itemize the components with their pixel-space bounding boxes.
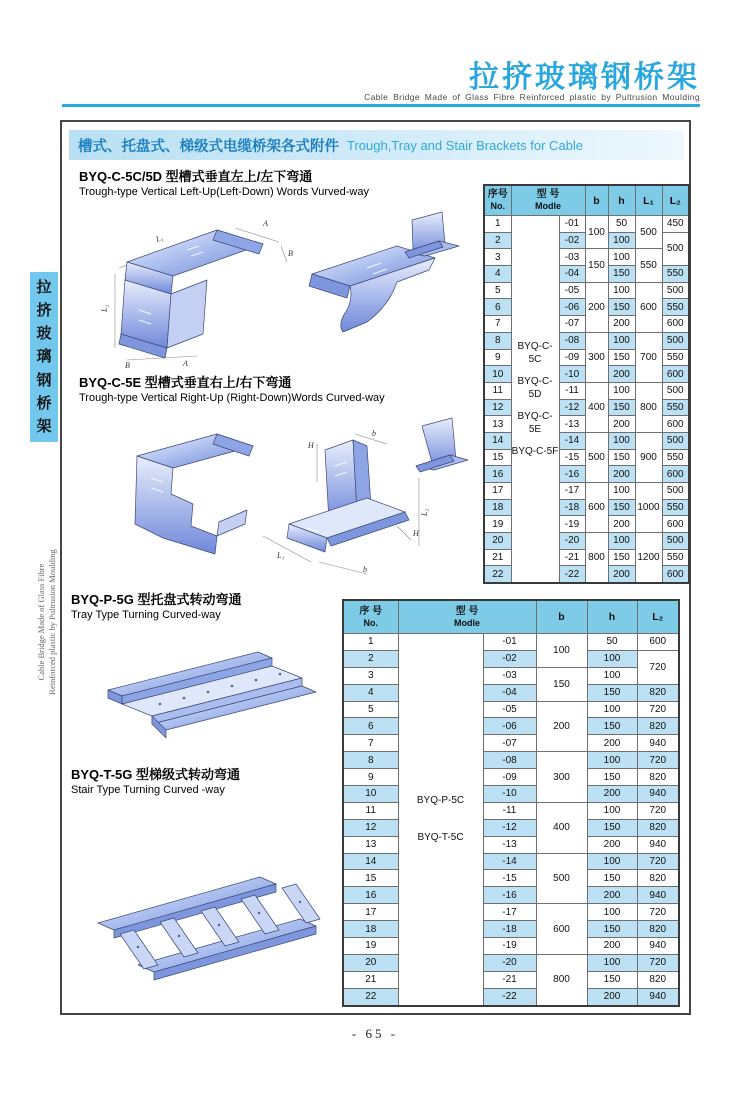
table-cell: -08 [483,752,536,769]
table-cell: 500 [635,216,662,249]
table-cell: -01 [483,634,536,651]
sidebar-title-char: 架 [36,417,52,435]
table-cell: -17 [559,483,585,500]
table-cell: 20 [484,533,511,550]
table-cell: 550 [662,449,689,466]
spec-table-turning-bends [342,599,680,1007]
table-cell: 800 [635,382,662,432]
table-cell: 400 [585,382,608,432]
table-cell: -21 [483,971,536,988]
table-cell: 100 [587,650,637,667]
brand-title: 拉挤玻璃钢桥架 [469,61,700,94]
table-row [343,954,679,971]
header-rule [62,104,700,107]
sidebar-subtitle-line1: Cable Bridge Made of Glass Fibre [36,563,46,681]
table-cell: 940 [637,786,679,803]
table-cell: 8 [343,752,398,769]
table-cell: -10 [559,366,585,383]
table-cell: 100 [585,216,608,249]
table-cell: -14 [559,432,585,449]
table-cell: -04 [559,266,585,283]
model-name: BYQ-C-5F [511,446,559,458]
table-cell: -12 [559,399,585,416]
table-cell: 820 [637,971,679,988]
table-cell: 100 [608,332,635,349]
table-cell: 100 [608,282,635,299]
table-cell: 100 [608,432,635,449]
model-cell [398,634,483,1006]
content-frame [60,120,691,1015]
illustration-vertical-left-bend [67,210,479,372]
table-cell: 100 [587,853,637,870]
table-cell: 500 [662,483,689,500]
table-cell: -09 [483,769,536,786]
table-cell: 100 [587,904,637,921]
table-cell: 3 [343,667,398,684]
col-header-no: 序号 No. [484,185,511,216]
table-cell: -16 [483,887,536,904]
table-cell: 150 [587,819,637,836]
table-cell: -03 [559,249,585,266]
table-cell: 150 [587,769,637,786]
sidebar-title-char: 拉 [36,279,52,297]
model-name: BYQ-C-5E [517,411,553,436]
model-name: BYQ-P-5C [416,795,465,807]
sidebar-subtitle-line2: Reinforced plastic by Pultrusion Moulding [47,549,57,695]
table-cell: 100 [608,483,635,500]
table-cell: 500 [662,232,689,265]
dim-label-l1: L₁ [154,232,165,244]
table-cell: 150 [608,349,635,366]
table-cell: 820 [637,921,679,938]
table-cell: 200 [587,836,637,853]
table-row [343,650,679,667]
table-cell: -22 [483,988,536,1005]
table-row [343,988,679,1005]
table-cell: 200 [608,566,635,583]
table-cell: 17 [343,904,398,921]
table-cell: 800 [585,533,608,584]
table-cell: 6 [343,718,398,735]
table-cell: -09 [559,349,585,366]
table-row [343,735,679,752]
sidebar-title-char: 玻 [36,325,52,343]
table-row [343,971,679,988]
table-cell: 100 [608,382,635,399]
table-cell: 21 [484,549,511,566]
table-cell: -19 [559,516,585,533]
col-header-b: b [536,600,587,634]
table-cell: 200 [587,786,637,803]
spec-table-trough-bends [483,184,690,584]
table-cell: 820 [637,870,679,887]
dim-label-a: A [263,219,268,228]
table-cell: 200 [608,316,635,333]
table-cell: 20 [343,954,398,971]
table-cell: -05 [483,701,536,718]
table-cell: -20 [559,533,585,550]
table-row [484,216,689,233]
table-cell: -13 [483,836,536,853]
table-cell: 450 [662,216,689,233]
table-row [343,786,679,803]
table-cell: -15 [483,870,536,887]
table-cell: 720 [637,701,679,718]
dim-label-h2: H [413,529,419,538]
table-cell: 720 [637,802,679,819]
table-row [343,752,679,769]
table-cell: 13 [343,836,398,853]
table2-header-row [343,600,679,634]
table-cell: -04 [483,684,536,701]
section-2-title-en: Trough-type Vertical Right-Up (Right-Down)Words Curved-way [79,392,385,404]
table-cell: -07 [483,735,536,752]
table-cell: 100 [587,954,637,971]
table-cell: 900 [635,432,662,482]
table-cell: 550 [662,399,689,416]
table-cell: 720 [637,954,679,971]
table-cell: 200 [536,701,587,752]
dim-label-b2: b [363,565,367,574]
table-cell: 550 [635,249,662,282]
table-cell: 19 [343,938,398,955]
table-cell: 300 [585,332,608,382]
table1-header-row [484,185,689,216]
table-cell: 11 [343,802,398,819]
table-cell: 150 [536,667,587,701]
banner-title-cn: 槽式、托盘式、梯级式电缆桥架各式附件 [78,138,339,155]
table-cell: -18 [559,499,585,516]
table-cell: 500 [585,432,608,482]
table-cell: -14 [483,853,536,870]
table-cell: 820 [637,684,679,701]
table-cell: 15 [343,870,398,887]
section-2-heading [79,375,385,405]
table-cell: 550 [662,349,689,366]
col-header-b: b [585,185,608,216]
table-cell: 17 [484,483,511,500]
table-cell: 18 [484,499,511,516]
sidebar-vertical-title [30,272,58,442]
dim-label-l1: L₁ [277,551,285,560]
table-cell: 7 [343,735,398,752]
dim-label-b: B [288,249,293,258]
table-cell: -20 [483,954,536,971]
dim-label-l2: L₂ [100,304,109,312]
table-cell: 150 [608,299,635,316]
table-row [343,667,679,684]
table-cell: 200 [587,938,637,955]
table-row [343,887,679,904]
section-3-title-en: Tray Type Turning Curved-way [71,609,221,621]
table-cell: 940 [637,938,679,955]
sidebar-title-char: 挤 [36,302,52,320]
table-cell: -02 [559,232,585,249]
table-cell: 100 [608,232,635,249]
model-name: BYQ-T-5C [417,832,464,844]
table-cell: 150 [587,718,637,735]
table-cell: 200 [587,887,637,904]
table-cell: 150 [608,499,635,516]
sidebar-title-char: 璃 [36,348,52,366]
table-cell: 940 [637,988,679,1005]
table-cell: 19 [484,516,511,533]
table-cell: -11 [559,382,585,399]
table-cell: 1 [343,634,398,651]
table-cell: 11 [484,382,511,399]
table-cell: 8 [484,332,511,349]
table-cell: -05 [559,282,585,299]
table-cell: -21 [559,549,585,566]
table-row [343,634,679,651]
table-cell: 200 [587,735,637,752]
table-cell: 150 [608,266,635,283]
table-cell: 600 [662,316,689,333]
table-cell: 150 [587,684,637,701]
table-row [343,836,679,853]
table-cell: -13 [559,416,585,433]
table-cell: 2 [484,232,511,249]
table-cell: 3 [484,249,511,266]
table-cell: 200 [608,366,635,383]
model-cell [511,216,559,584]
illustration-tray-section [80,638,350,756]
table-cell: 1 [484,216,511,233]
table-cell: 720 [637,752,679,769]
col-header-l2: L₂ [662,185,689,216]
table-cell: 50 [587,634,637,651]
table-cell: 200 [608,416,635,433]
table-cell: 16 [484,466,511,483]
table-row [343,684,679,701]
table-cell: 200 [608,516,635,533]
table-cell: 150 [587,921,637,938]
section-3-title-cn: BYQ-P-5G 型托盘式转动弯通 [71,592,242,607]
table-cell: 500 [662,382,689,399]
table-cell: 400 [536,802,587,853]
table-cell: 200 [608,466,635,483]
col-header-model: 型 号 Modle [511,185,585,216]
table-cell: 820 [637,819,679,836]
table-cell: -19 [483,938,536,955]
table-cell: 1000 [635,483,662,533]
section-1-title-en: Trough-type Vertical Left-Up(Left-Down) Words Vurved-way [79,186,369,198]
table-cell: 7 [484,316,511,333]
table-cell: 150 [608,549,635,566]
dim-label-l2: L₂ [420,508,429,516]
table-cell: 18 [343,921,398,938]
brand-subtitle: Cable Bridge Made of Glass Fibre Reinforced plastic by Pultrusion Moulding [364,92,700,102]
col-header-h: h [587,600,637,634]
table-row [343,904,679,921]
table-cell: 14 [343,853,398,870]
sidebar-title-char: 钢 [36,371,52,389]
table-cell: 12 [343,819,398,836]
table-cell: 550 [662,266,689,283]
page-number: - 65 - [351,1026,399,1041]
table-cell: 600 [585,483,608,533]
table-row [343,853,679,870]
section-1-title-cn: BYQ-C-5C/5D 型槽式垂直左上/左下弯通 [79,169,313,184]
table-cell: -01 [559,216,585,233]
table-cell: 100 [587,701,637,718]
table-cell: 940 [637,735,679,752]
section-2-title-cn: BYQ-C-5E 型槽式垂直右上/右下弯通 [79,375,292,390]
table-cell: 500 [662,533,689,550]
sidebar-vertical-subtitle [36,527,60,717]
table-cell: 720 [637,650,679,684]
table-cell: 150 [587,971,637,988]
table-cell: 6 [484,299,511,316]
table-cell: -15 [559,449,585,466]
table-cell: -17 [483,904,536,921]
table-cell: 820 [637,769,679,786]
table-cell: 820 [637,718,679,735]
table-cell: 550 [662,299,689,316]
table-cell: 100 [536,634,587,668]
table-cell: 4 [343,684,398,701]
model-name: BYQ-C-5C [517,341,553,366]
dim-label-b: b [372,429,376,438]
table-cell: 550 [662,499,689,516]
table-row [343,769,679,786]
table-cell: 600 [662,566,689,583]
table-cell: 12 [484,399,511,416]
table-cell: -06 [483,718,536,735]
table-cell: 50 [608,216,635,233]
table-row [343,802,679,819]
col-header-h: h [608,185,635,216]
col-header-model: 型 号 Modle [398,600,536,634]
table-cell: 15 [484,449,511,466]
table-cell: 100 [608,249,635,266]
table-cell: 5 [343,701,398,718]
table-cell: 16 [343,887,398,904]
table-cell: 10 [343,786,398,803]
illustration-vertical-right-bend [67,416,479,584]
table-cell: 600 [536,904,587,955]
table-cell: 13 [484,416,511,433]
dim-label-b2: B [125,361,130,370]
table-cell: 720 [637,904,679,921]
col-header-no: 序 号 No. [343,600,398,634]
table-cell: 600 [635,282,662,332]
table-cell: -11 [483,802,536,819]
table-cell: 150 [585,249,608,282]
table-cell: 14 [484,432,511,449]
section-3-heading [71,592,241,622]
table-cell: 600 [637,634,679,651]
table-row [343,718,679,735]
table-cell: 9 [343,769,398,786]
table-row [343,938,679,955]
table-cell: -18 [483,921,536,938]
dim-label-h: H [308,441,314,450]
table-row [343,921,679,938]
table-cell: 600 [662,416,689,433]
table-cell: 150 [587,870,637,887]
table-cell: 200 [587,988,637,1005]
table-cell: 1200 [635,533,662,584]
table-cell: -06 [559,299,585,316]
table-cell: 22 [484,566,511,583]
table-cell: 4 [484,266,511,283]
table-cell: 500 [662,432,689,449]
table-row [343,819,679,836]
table-row [343,870,679,887]
sidebar-title-char: 桥 [36,394,52,412]
col-header-l2: L₂ [637,600,679,634]
page-title-banner [69,130,684,160]
table-cell: -02 [483,650,536,667]
table-row [343,701,679,718]
table-cell: 600 [662,366,689,383]
table-cell: 10 [484,366,511,383]
table-cell: -08 [559,332,585,349]
table-cell: 100 [587,667,637,684]
table-cell: -16 [559,466,585,483]
table-cell: 2 [343,650,398,667]
banner-title-en: Trough,Tray and Stair Brackets for Cable [347,137,584,153]
section-4-title-cn: BYQ-T-5G 型梯级式转动弯通 [71,767,241,782]
table-cell: 300 [536,752,587,803]
table-cell: 100 [608,533,635,550]
table-cell: 720 [637,853,679,870]
table-cell: 500 [536,853,587,904]
illustration-stair-section [80,859,350,991]
table-cell: 600 [662,516,689,533]
table-cell: 150 [608,449,635,466]
table-cell: 22 [343,988,398,1005]
dim-label-a2: A [183,359,188,368]
table-cell: -22 [559,566,585,583]
table-cell: 9 [484,349,511,366]
table-cell: 800 [536,954,587,1005]
table-cell: 21 [343,971,398,988]
table-cell: -03 [483,667,536,684]
table-cell: -12 [483,819,536,836]
table-cell: 700 [635,332,662,382]
col-header-l1: L₁ [635,185,662,216]
table-cell: 5 [484,282,511,299]
table-cell: 100 [587,802,637,819]
table-cell: -10 [483,786,536,803]
table-cell: 600 [662,466,689,483]
table-cell: 200 [585,282,608,332]
model-name: BYQ-C-5D [517,376,553,401]
table-cell: 150 [608,399,635,416]
section-4-title-en: Stair Type Turning Curved -way [71,784,225,796]
table-cell: -07 [559,316,585,333]
table-cell: 500 [662,282,689,299]
table-cell: 100 [587,752,637,769]
table-cell: 500 [662,332,689,349]
section-4-heading [71,767,240,797]
table-cell: 940 [637,887,679,904]
section-1-heading [79,169,369,199]
table-cell: 550 [662,549,689,566]
table-cell: 940 [637,836,679,853]
